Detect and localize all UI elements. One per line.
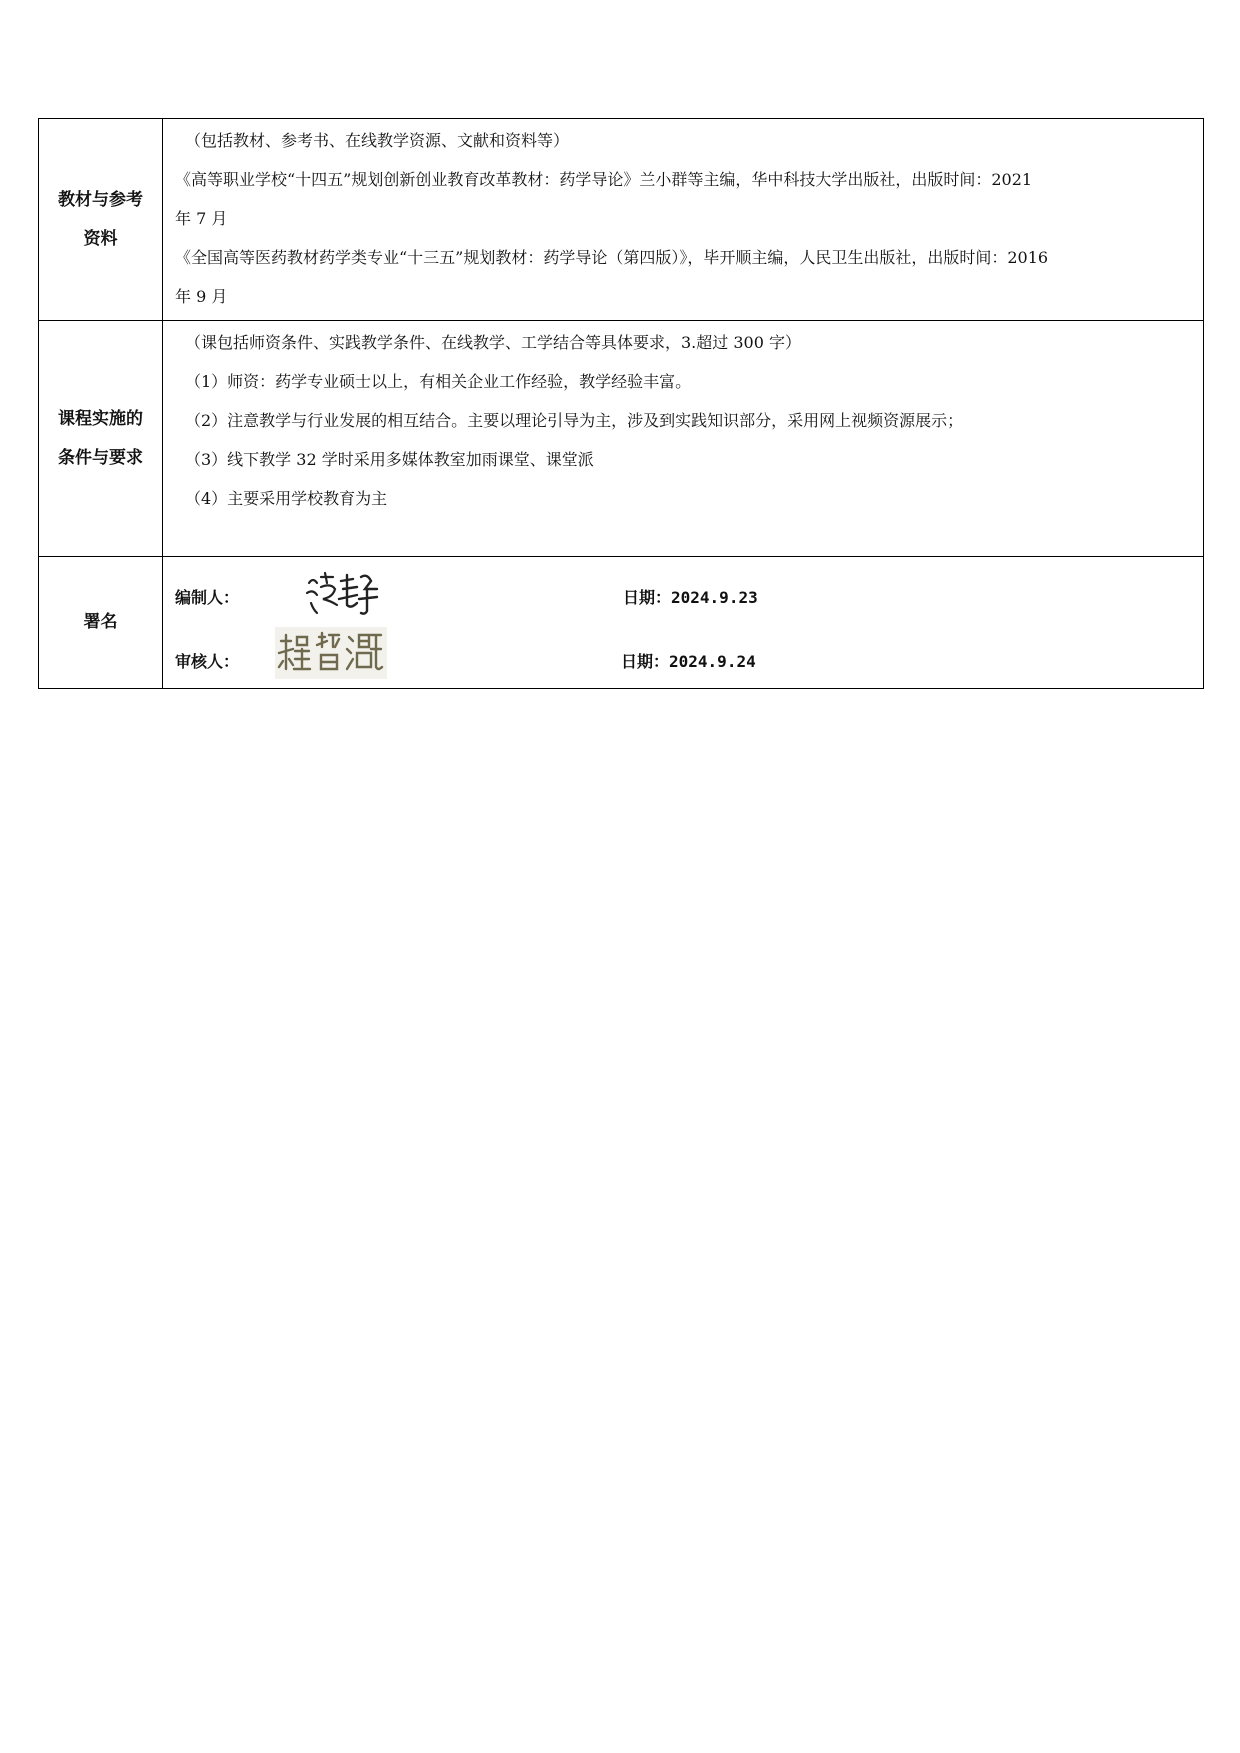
materials-intro: （包括教材、参考书、在线教学资源、文献和资料等） <box>185 131 570 150</box>
conditions-intro: （课包括师资条件、实践教学条件、在线教学、工学结合等具体要求，3.超过 300 字） <box>185 333 801 352</box>
materials-label-line2: 资料 <box>83 228 118 249</box>
conditions-label-line1: 课程实施的 <box>58 408 143 429</box>
conditions-item: （3）线下教学 32 学时采用多媒体教室加雨课堂、课堂派 <box>185 450 594 469</box>
compiler-label: 编制人： <box>175 588 240 607</box>
materials-label-cell <box>39 119 163 321</box>
reviewer-date <box>621 649 756 672</box>
materials-label-line1: 教材与参考 <box>58 189 143 210</box>
materials-book1: 《高等职业学校“十四五”规划创新创业教育改革教材：药学导论》兰小群等主编，华中科技大学出版社，出版时间：2021 <box>175 170 1033 189</box>
materials-row <box>39 119 1204 321</box>
course-info-table <box>38 118 1204 689</box>
signature-label-cell <box>39 557 163 689</box>
signature-block <box>163 557 1203 688</box>
materials-book2-cont: 年 9 月 <box>175 287 228 306</box>
reviewer-label: 审核人： <box>175 652 240 671</box>
compiler-date-label: 日期： <box>623 588 672 607</box>
reviewer-date-value: 2024.9.24 <box>669 652 756 671</box>
reviewer-date-label: 日期： <box>621 652 670 671</box>
conditions-row <box>39 321 1204 557</box>
signature-row <box>39 557 1204 689</box>
compiler-date-value: 2024.9.23 <box>671 588 758 607</box>
conditions-label-line2: 条件与要求 <box>58 447 143 468</box>
conditions-label-cell <box>39 321 163 557</box>
conditions-content-cell <box>163 321 1204 557</box>
materials-book1-cont: 年 7 月 <box>175 209 228 228</box>
materials-book2: 《全国高等医药教材药学类专业“十三五”规划教材：药学导论（第四版）》，毕开顺主编，人民卫生出版社，出版时间：2016 <box>175 248 1049 267</box>
conditions-item: （1）师资：药学专业硕士以上，有相关企业工作经验，教学经验丰富。 <box>185 372 692 391</box>
compiler-signature-image <box>303 569 383 619</box>
signature-label: 署名 <box>83 612 118 632</box>
reviewer-signature-image <box>275 627 387 679</box>
conditions-item: （4）主要采用学校教育为主 <box>185 489 388 508</box>
materials-content-cell <box>163 119 1204 321</box>
signature-content-cell <box>163 557 1204 689</box>
conditions-item: （2）注意教学与行业发展的相互结合。主要以理论引导为主，涉及到实践知识部分，采用网上视频资源展示； <box>185 411 964 430</box>
compiler-date <box>623 585 758 608</box>
